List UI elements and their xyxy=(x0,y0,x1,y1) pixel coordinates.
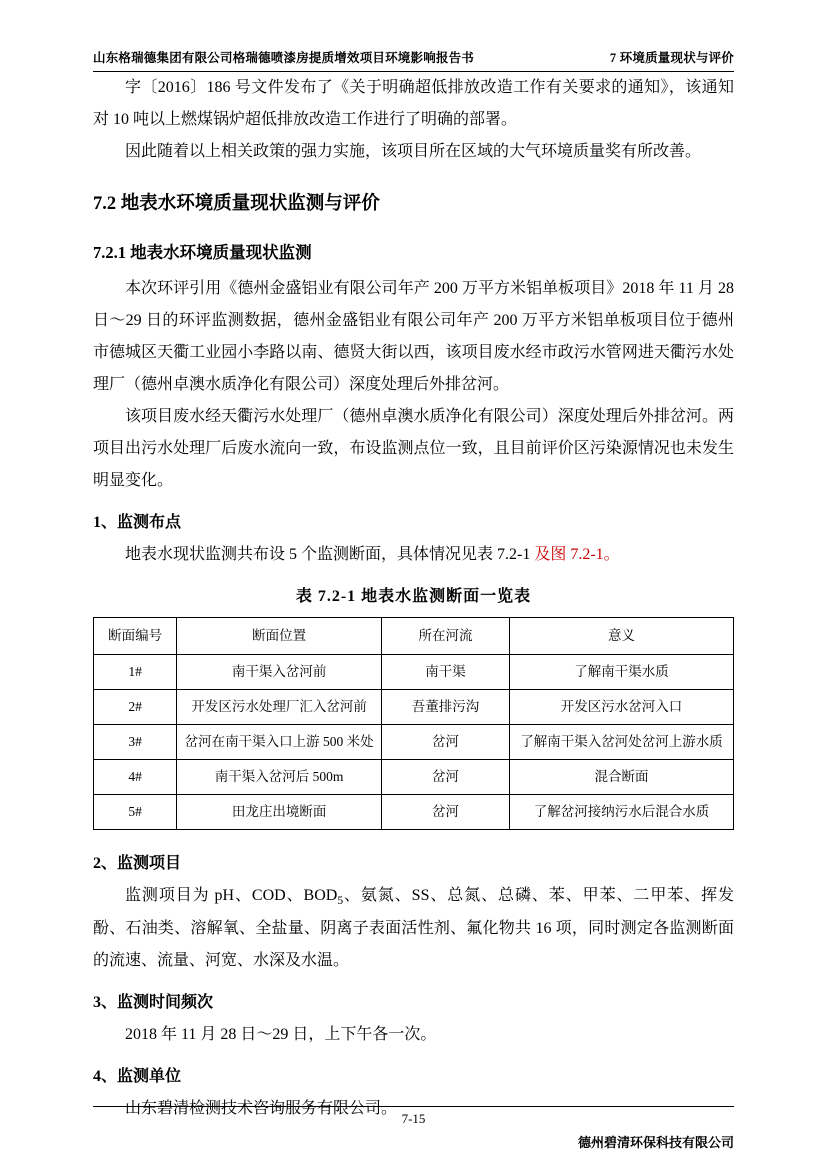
item-heading-3: 3、监测时间频次 xyxy=(93,993,214,1011)
item-heading-4: 4、监测单位 xyxy=(93,1067,182,1085)
table-caption: 表 7.2-1 地表水监测断面一览表 xyxy=(295,587,532,605)
cell-section-location: 南干渠入岔河后 500m xyxy=(177,759,382,794)
cell-significance: 了解南干渠水质 xyxy=(509,654,733,689)
paragraph-item-3: 2018 年 11 月 28 日～29 日，上下午各一次。 xyxy=(125,1025,437,1043)
footer-divider xyxy=(93,1106,734,1107)
cell-river: 岔河 xyxy=(381,724,509,759)
page-header xyxy=(93,48,734,72)
cell-river: 岔河 xyxy=(381,794,509,829)
table-row xyxy=(94,654,734,689)
cell-river: 岔河 xyxy=(381,759,509,794)
cell-section-id: 4# xyxy=(94,759,177,794)
footer-company: 德州碧清环保科技有限公司 xyxy=(577,1135,734,1150)
cell-river: 吾董排污沟 xyxy=(381,689,509,724)
cell-section-id: 5# xyxy=(94,794,177,829)
subsection-heading-7-2-1: 7.2.1 地表水环境质量现状监测 xyxy=(93,243,312,263)
cell-section-location: 开发区污水处理厂汇入岔河前 xyxy=(177,689,382,724)
cell-river: 南干渠 xyxy=(381,654,509,689)
paragraph-2: 因此随着以上相关政策的强力实施，该项目所在区域的大气环境质量奖有所改善。 xyxy=(125,143,702,160)
item-2-text-a: 监测项目为 pH、COD、BOD xyxy=(125,886,338,904)
page-number: 7-15 xyxy=(401,1111,426,1126)
table-row xyxy=(94,724,734,759)
cell-section-location: 南干渠入岔河前 xyxy=(177,654,382,689)
cell-significance: 了解岔河接纳污水后混合水质 xyxy=(509,794,733,829)
item-heading-2: 2、监测项目 xyxy=(93,854,182,872)
item-heading-1: 1、监测布点 xyxy=(93,513,182,531)
section-heading-7-2: 7.2 地表水环境质量现状监测与评价 xyxy=(93,194,380,214)
column-header-significance: 意义 xyxy=(509,617,733,654)
cell-section-id: 1# xyxy=(94,654,177,689)
table-row xyxy=(94,689,734,724)
cell-significance: 开发区污水岔河入口 xyxy=(509,689,733,724)
item-1-text: 地表水现状监测共布设 5 个监测断面，具体情况见表 7.2-1 xyxy=(125,545,535,563)
cell-significance: 混合断面 xyxy=(509,759,733,794)
body-text xyxy=(93,72,734,1125)
cell-significance: 了解南干渠入岔河处岔河上游水质 xyxy=(509,724,733,759)
cell-section-id: 2# xyxy=(94,689,177,724)
table-row xyxy=(94,794,734,829)
item-1-figure-ref: 及图 7.2-1。 xyxy=(534,545,620,563)
paragraph-1: 字〔2016〕186 号文件发布了《关于明确超低排放改造工作有关要求的通知》，该通知对 10 吨以上燃煤锅炉超低排放改造工作进行了明确的部署。 xyxy=(93,79,734,128)
page-content xyxy=(93,48,734,1125)
column-header-section-location: 断面位置 xyxy=(177,617,382,654)
cell-section-id: 3# xyxy=(94,724,177,759)
paragraph-item-2 xyxy=(93,880,734,977)
column-header-river: 所在河流 xyxy=(381,617,509,654)
item-2-text-b: 、氨氮、SS、总氮、总磷、苯、甲苯、二甲苯、挥发酚、石油类、溶解氧、全盐量、阴离子表面活性剂、氟化物共 16 项，同时测定各监测断面的流速、流量、河宽、水深及水温。 xyxy=(93,886,734,969)
table-header-row xyxy=(94,617,734,654)
header-right-title: 7 环境质量现状与评价 xyxy=(609,51,734,65)
cell-section-location: 田龙庄出境断面 xyxy=(177,794,382,829)
paragraph-item-1 xyxy=(93,539,734,571)
monitoring-sections-table xyxy=(93,617,734,830)
item-2-subscript: 5 xyxy=(337,894,344,907)
column-header-section-id: 断面编号 xyxy=(94,617,177,654)
paragraph-4: 该项目废水经天衢污水处理厂（德州卓澳水质净化有限公司）深度处理后外排岔河。两项目出污水处理厂后废水流向一致，布设监测点位一致，且目前评价区污染源情况也未发生明显变化。 xyxy=(93,407,734,489)
table-row xyxy=(94,759,734,794)
paragraph-item-4: 山东碧清检测技术咨询服务有限公司。 xyxy=(125,1099,398,1117)
header-left-title: 山东格瑞德集团有限公司格瑞德喷漆房提质增效项目环境影响报告书 xyxy=(93,51,475,65)
page-footer xyxy=(93,1106,734,1150)
paragraph-3: 本次环评引用《德州金盛铝业有限公司年产 200 万平方米铝单板项目》2018 年 11 月 28 日～29 日的环评监测数据，德州金盛铝业有限公司年产 200 万平方米铝单板项目位于德州市德城区天衢工业园小李路以南、德贤大街以西，该项目废水经市政污水管网进天衢污水处理厂（德州卓澳水质净化有限公司）深度处理后外排岔河。 xyxy=(93,279,734,393)
cell-section-location: 岔河在南干渠入口上游 500 米处 xyxy=(177,724,382,759)
